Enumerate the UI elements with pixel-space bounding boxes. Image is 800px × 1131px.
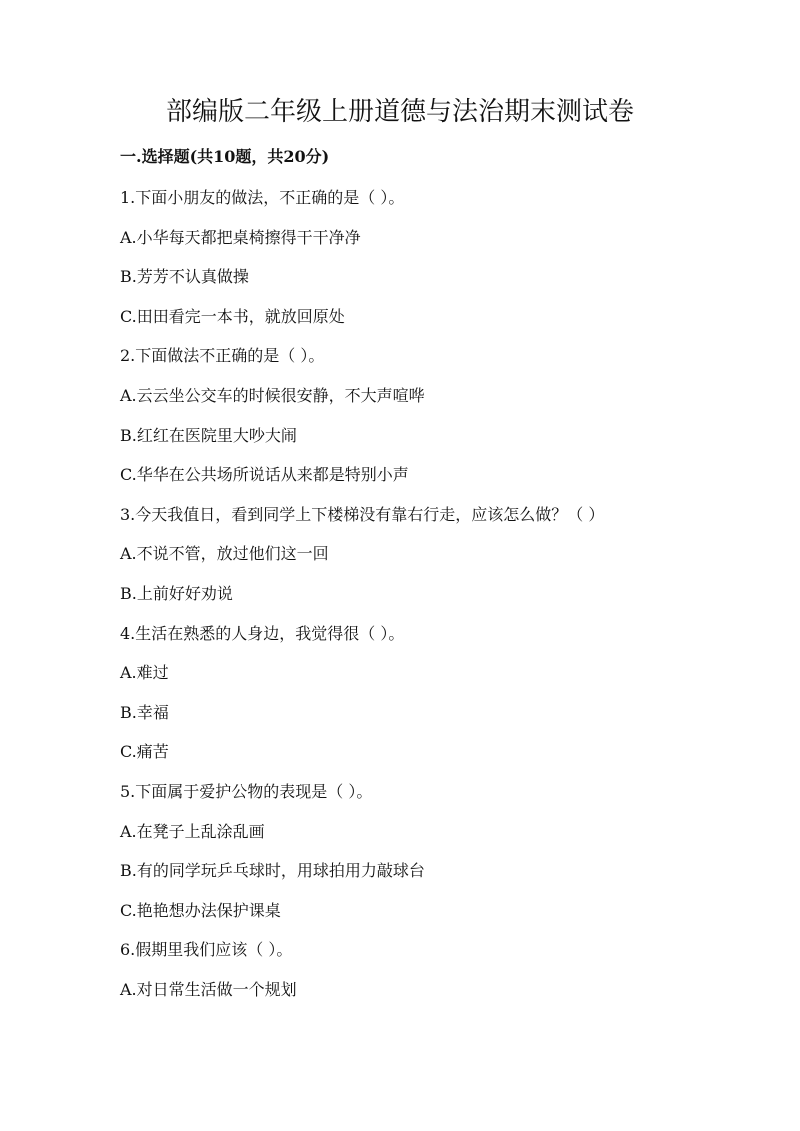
answer-option: C.田田看完一本书，就放回原处 bbox=[120, 306, 345, 326]
page-title: 部编版二年级上册道德与法治期末测试卷 bbox=[165, 97, 634, 127]
question-text: 2.下面做法不正确的是（ ）。 bbox=[120, 346, 325, 366]
answer-option: A.对日常生活做一个规划 bbox=[120, 979, 297, 999]
answer-option: A.小华每天都把桌椅擦得干干净净 bbox=[120, 227, 361, 247]
answer-option: B.芳芳不认真做操 bbox=[120, 267, 249, 287]
answer-option: C.华华在公共场所说话从来都是特别小声 bbox=[120, 465, 409, 485]
question-text: 3.今天我值日，看到同学上下楼梯没有靠右行走，应该怎么做？（ ） bbox=[120, 504, 605, 524]
answer-option: A.云云坐公交车的时候很安静，不大声喧哗 bbox=[120, 385, 425, 405]
question-text: 5.下面属于爱护公物的表现是（ ）。 bbox=[120, 781, 373, 801]
answer-option: A.在凳子上乱涂乱画 bbox=[120, 821, 265, 841]
answer-option: B.红红在医院里大吵大闹 bbox=[120, 425, 297, 445]
answer-option: B.有的同学玩乒乓球时，用球拍用力敲球台 bbox=[120, 861, 425, 881]
answer-option: B.幸福 bbox=[120, 702, 169, 722]
question-text: 6.假期里我们应该（ ）。 bbox=[120, 940, 293, 960]
answer-option: B.上前好好劝说 bbox=[120, 583, 233, 603]
question-list bbox=[120, 186, 720, 1017]
section-heading: 一.选择题(共10题，共20分) bbox=[120, 147, 330, 166]
question-text: 4.生活在熟悉的人身边，我觉得很（ ）。 bbox=[120, 623, 405, 643]
answer-option: A.难过 bbox=[120, 663, 169, 683]
answer-option: C.痛苦 bbox=[120, 742, 169, 762]
answer-option: A.不说不管，放过他们这一回 bbox=[120, 544, 329, 564]
answer-option: C.艳艳想办法保护课桌 bbox=[120, 900, 281, 920]
question-text: 1.下面小朋友的做法，不正确的是（ ）。 bbox=[120, 188, 405, 207]
